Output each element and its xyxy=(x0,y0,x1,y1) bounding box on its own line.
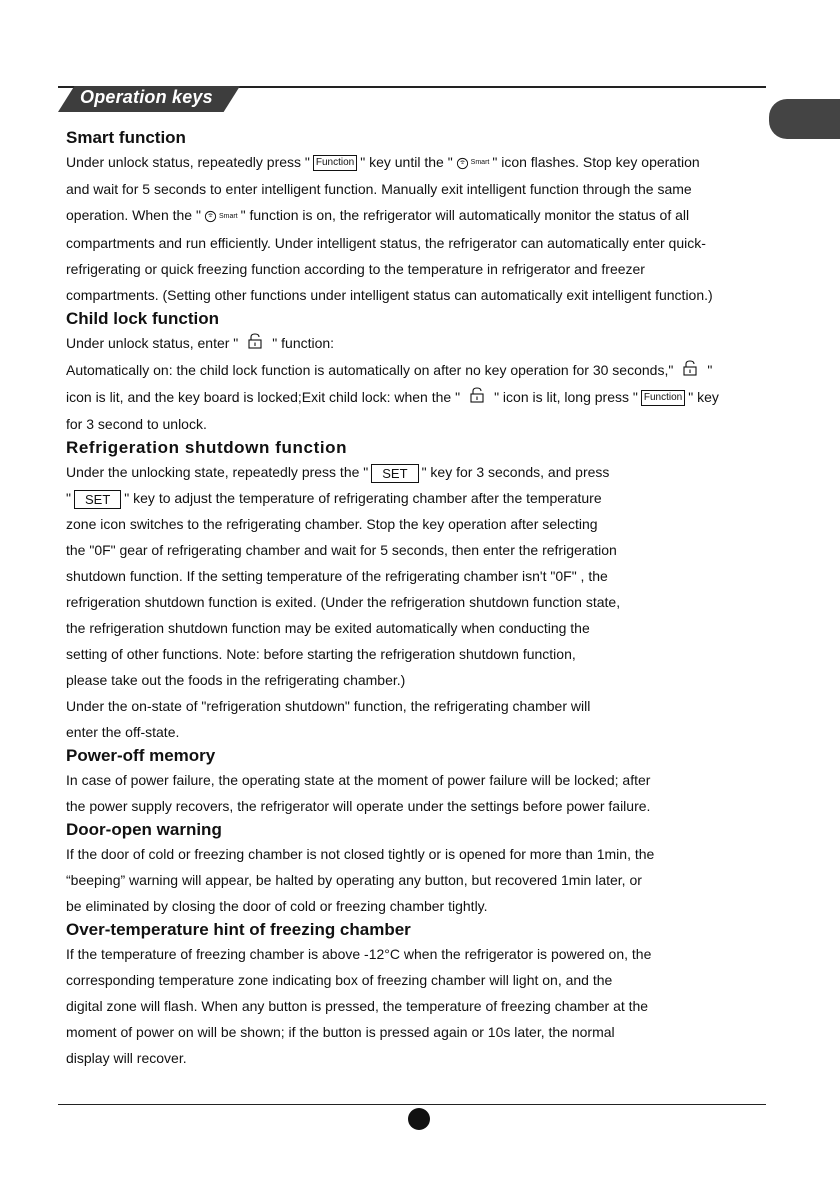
content xyxy=(66,127,784,1071)
paragraph-line: refrigeration shutdown function is exited. (Under the refrigeration shutdown function state, xyxy=(66,594,621,611)
paragraph-line: operation. When the " Smart " function is on, the refrigerator will automatically monitor the status of all xyxy=(66,202,784,229)
paragraph-line: If the door of cold or freezing chamber is not closed tightly or is opened for more than 1min, the xyxy=(66,846,655,863)
paragraph-line: Under unlock status, repeatedly press " Function " key until the " Smart " icon flashes. Stop key operation xyxy=(66,149,784,176)
section-title-shutdown: Refrigeration shutdown function xyxy=(66,438,348,458)
paragraph-line: Under the on-state of "refrigeration shutdown" function, the refrigerating chamber will xyxy=(66,698,591,715)
paragraph-line: compartments. (Setting other functions under intelligent status can automatically exit intelligent function.) xyxy=(66,286,713,303)
paragraph-line: the refrigeration shutdown function may be exited automatically when conducting the xyxy=(66,620,590,637)
paragraph-line: If the temperature of freezing chamber is above -12°C when the refrigerator is powered on, the xyxy=(66,946,652,963)
section-title-overtemp: Over-temperature hint of freezing chamber xyxy=(66,920,411,940)
paragraph-line: and wait for 5 seconds to enter intelligent function. Manually exit intelligent function through the same xyxy=(66,181,692,198)
footer-rule xyxy=(58,1104,766,1105)
paragraph-line: digital zone will flash. When any button is pressed, the temperature of freezing chamber at the xyxy=(66,998,649,1015)
paragraph-line: " SET " key to adjust the temperature of refrigerating chamber after the temperature xyxy=(66,490,602,508)
section-title-memory: Power-off memory xyxy=(66,746,216,766)
paragraph-line: zone icon switches to the refrigerating chamber. Stop the key operation after selecting xyxy=(66,516,598,533)
function-key-icon: Function xyxy=(641,390,685,406)
paragraph-line: display will recover. xyxy=(66,1050,187,1067)
page-title: Operation keys xyxy=(80,87,213,107)
smart-icon: Smart xyxy=(456,150,490,176)
paragraph-line: moment of power on will be shown; if the button is pressed again or 10s later, the normal xyxy=(66,1024,615,1041)
page-number-marker xyxy=(408,1108,430,1130)
paragraph-line: icon is lit, and the key board is locked;Exit child lock: when the " " icon is lit, long press " Function " key xyxy=(66,384,784,411)
section-title-childlock: Child lock function xyxy=(66,308,219,328)
section-title-smart: Smart function xyxy=(66,128,186,147)
paragraph-line: please take out the foods in the refrigerating chamber.) xyxy=(66,672,406,689)
paragraph-line: the power supply recovers, the refrigerator will operate under the settings before power failure. xyxy=(66,798,651,815)
paragraph-line: the "0F" gear of refrigerating chamber and wait for 5 seconds, then enter the refrigeration xyxy=(66,542,617,559)
paragraph-line: corresponding temperature zone indicating box of freezing chamber will light on, and the xyxy=(66,972,613,989)
paragraph-line: for 3 second to unlock. xyxy=(66,416,207,433)
paragraph-line: enter the off-state. xyxy=(66,724,180,741)
set-key-icon: SET xyxy=(371,464,418,483)
lock-icon xyxy=(248,331,262,357)
paragraph-line: setting of other functions. Note: before starting the refrigeration shutdown function, xyxy=(66,646,576,663)
lock-icon xyxy=(470,385,484,411)
lock-icon xyxy=(683,358,697,384)
function-key-icon: Function xyxy=(313,155,357,171)
smart-icon: Smart xyxy=(204,204,238,230)
paragraph-line: Under the unlocking state, repeatedly press the " SET " key for 3 seconds, and press xyxy=(66,464,610,482)
paragraph-line: Under unlock status, enter " " function: xyxy=(66,330,784,357)
set-key-icon: SET xyxy=(74,490,121,509)
paragraph-line: “beeping” warning will appear, be halted by operating any button, but recovered 1min later, or xyxy=(66,872,642,889)
section-title-door: Door-open warning xyxy=(66,820,222,840)
paragraph-line: Automatically on: the child lock function is automatically on after no key operation for 30 seconds," " xyxy=(66,357,784,384)
paragraph-line: shutdown function. If the setting temperature of the refrigerating chamber isn't "0F" , the xyxy=(66,568,608,585)
paragraph-line: In case of power failure, the operating state at the moment of power failure will be locked; after xyxy=(66,772,651,789)
paragraph-line: refrigerating or quick freezing function according to the temperature in refrigerator and freezer xyxy=(66,260,645,277)
paragraph-line: be eliminated by closing the door of cold or freezing chamber tightly. xyxy=(66,898,488,915)
paragraph-line: compartments and run efficiently. Under intelligent status, the refrigerator can automatically enter quick- xyxy=(66,234,706,251)
